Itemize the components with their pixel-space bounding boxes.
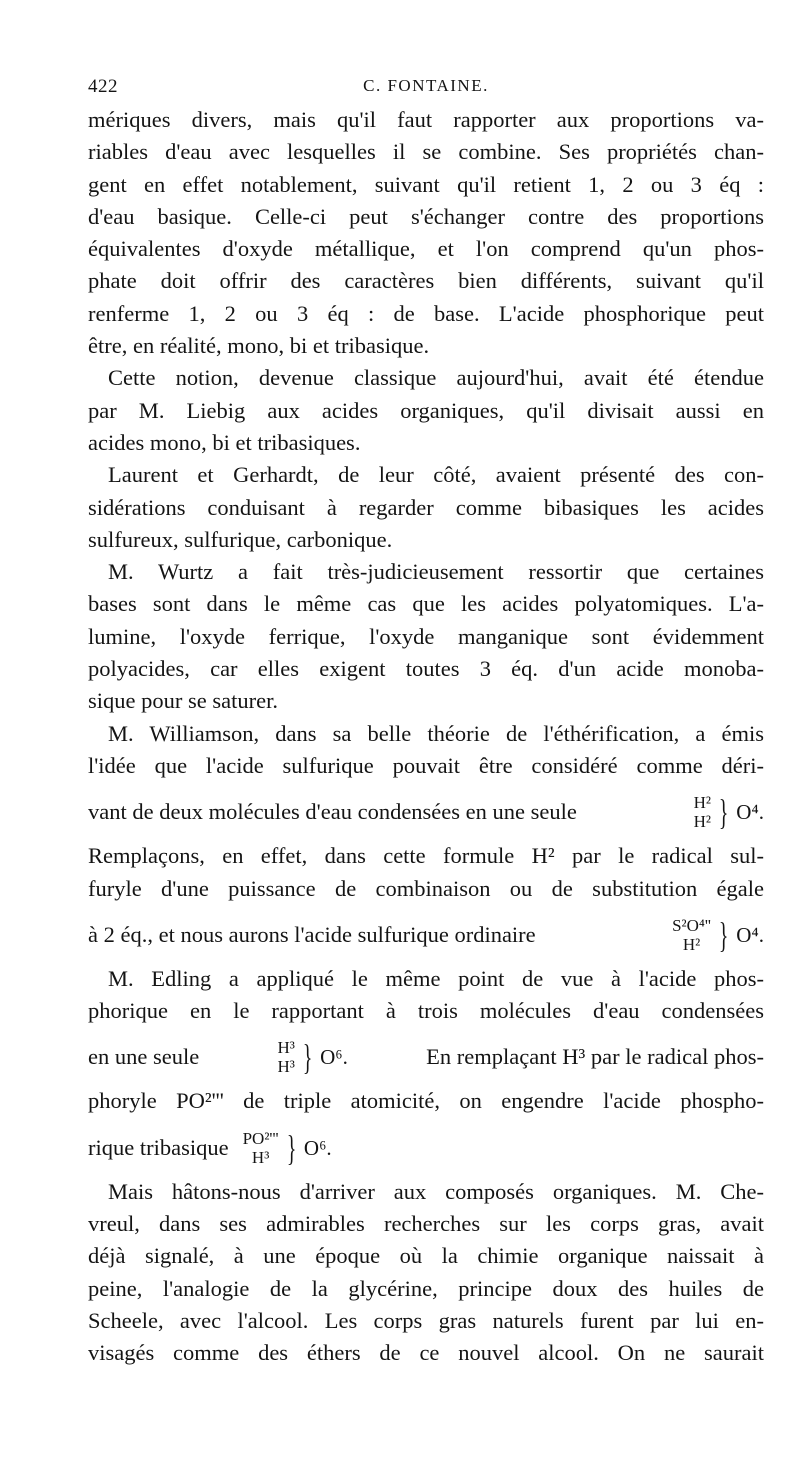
formula-line-edling xyxy=(88,1033,764,1081)
text-line: renferme 1, 2 ou 3 éq : de base. L'acide phosphorique peut xyxy=(88,300,764,326)
right-brace-icon: } xyxy=(718,914,729,955)
text-line: par M. Liebig aux acides organiques, qu'il divisait aussi en xyxy=(88,397,764,423)
text-line: polyacides, car elles exigent toutes 3 éq. d'un acide monoba- xyxy=(88,656,764,682)
page-number: 422 xyxy=(88,76,118,97)
oxygen-term: O⁴. xyxy=(736,800,764,825)
text-line: gent en effet notablement, suivant qu'il retient 1, 2 ou 3 éq : xyxy=(88,171,764,197)
text-line: l'idée que l'acide sulfurique pouvait être considéré comme déri- xyxy=(88,752,764,778)
text-line: déjà signalé, à une époque où la chimie organique naissait à xyxy=(88,1243,764,1269)
text-line: phate doit offrir des caractères bien différents, suivant qu'il xyxy=(88,268,764,294)
text-line: M. Wurtz a fait très-judicieusement ressortir que certaines xyxy=(108,559,764,585)
right-brace-icon: } xyxy=(718,792,729,833)
right-brace-icon: } xyxy=(302,1037,313,1078)
water-formula-h3 xyxy=(277,1038,347,1076)
oxygen-term: O⁶. xyxy=(320,1045,348,1070)
text-line: phorique en le rapportant à trois molécules d'eau condensées xyxy=(88,998,764,1024)
text-line: acides mono, bi et tribasiques. xyxy=(88,429,361,455)
text-segment: en une seule xyxy=(88,1044,200,1070)
formula-top: H² xyxy=(693,793,711,813)
text-line: phoryle PO²''' de triple atomicité, on engendre l'acide phospho- xyxy=(88,1088,764,1114)
text-segment: En remplaçant H³ par le radical phos- xyxy=(426,1044,764,1070)
page xyxy=(88,70,764,1370)
formula-top: S²O⁴'' xyxy=(672,915,711,935)
text-line: Remplaçons, en effet, dans cette formule H² par le radical sul- xyxy=(88,843,764,869)
text-line: bases sont dans le même cas que les acides polyatomiques. L'a- xyxy=(88,591,764,617)
phosphoric-acid-formula xyxy=(243,1129,332,1167)
right-brace-icon: } xyxy=(286,1127,297,1168)
formula-line-sulfurique xyxy=(88,911,764,959)
formula-stack xyxy=(243,1129,279,1167)
text-segment: à 2 éq., et nous aurons l'acide sulfurique ordinaire xyxy=(88,921,536,947)
text-line: riables d'eau avec lesquelles il se combine. Ses propriétés chan- xyxy=(88,139,764,165)
text-line: Cette notion, devenue classique aujourd'hui, avait été étendue xyxy=(108,365,764,391)
text-line: vreul, dans ses admirables recherches sur les corps gras, avait xyxy=(88,1211,764,1237)
text-segment: rique tribasique xyxy=(88,1134,229,1160)
text-line: sulfureux, sulfurique, carbonique. xyxy=(88,526,393,552)
text-line: sique pour se saturer. xyxy=(88,688,278,714)
formula-top: PO²''' xyxy=(242,1128,279,1148)
running-head: C. FONTAINE. xyxy=(363,76,489,95)
water-formula xyxy=(694,793,764,831)
text-line: d'eau basique. Celle-ci peut s'échanger contre des proportions xyxy=(88,203,764,229)
text-segment: vant de deux molécules d'eau condensées en une seule xyxy=(88,799,577,825)
text-line: être, en réalité, mono, bi et tribasique. xyxy=(88,333,430,359)
text-line: Laurent et Gerhardt, de leur côté, avaient présenté des con- xyxy=(108,462,764,488)
oxygen-term: O⁴. xyxy=(736,922,764,947)
formula-bottom: H² xyxy=(682,934,701,954)
text-line: mériques divers, mais qu'il faut rapporter aux proportions va- xyxy=(88,107,764,132)
formula-stack xyxy=(694,793,711,831)
formula-line-williamson xyxy=(88,788,764,836)
text-line: Scheele, avec l'alcool. Les corps gras naturels furent par lui en- xyxy=(88,1307,764,1333)
text-line: Mais hâtons-nous d'arriver aux composés organiques. M. Che- xyxy=(108,1178,764,1204)
text-line: M. Williamson, dans sa belle théorie de l'éthérification, a émis xyxy=(108,720,764,746)
formula-stack xyxy=(277,1038,294,1076)
formula-stack xyxy=(672,916,711,954)
page-header xyxy=(88,70,764,104)
formula-bottom: H³ xyxy=(251,1147,270,1167)
formula-bottom: H³ xyxy=(277,1057,295,1077)
oxygen-term: O⁶. xyxy=(303,1135,332,1160)
text-line: équivalentes d'oxyde métallique, et l'on comprend qu'un phos- xyxy=(88,236,764,262)
text-line: peine, l'analogie de la glycérine, principe doux des huiles de xyxy=(88,1275,764,1301)
text-line: visagés comme des éthers de ce nouvel alcool. On ne saurait xyxy=(88,1340,764,1366)
text-line: sidérations conduisant à regarder comme bibasiques les acides xyxy=(88,494,764,520)
formula-line-phosphorique xyxy=(88,1124,764,1172)
body-text xyxy=(88,104,764,1370)
sulfuric-acid-formula xyxy=(672,916,764,954)
formula-top: H³ xyxy=(277,1038,295,1058)
text-line: lumine, l'oxyde ferrique, l'oxyde manganique sont évidemment xyxy=(88,623,764,649)
text-line: furyle d'une puissance de combinaison ou de substitution égale xyxy=(88,875,764,901)
text-line: M. Edling a appliqué le même point de vue à l'acide phos- xyxy=(108,965,764,991)
formula-bottom: H² xyxy=(693,812,711,832)
